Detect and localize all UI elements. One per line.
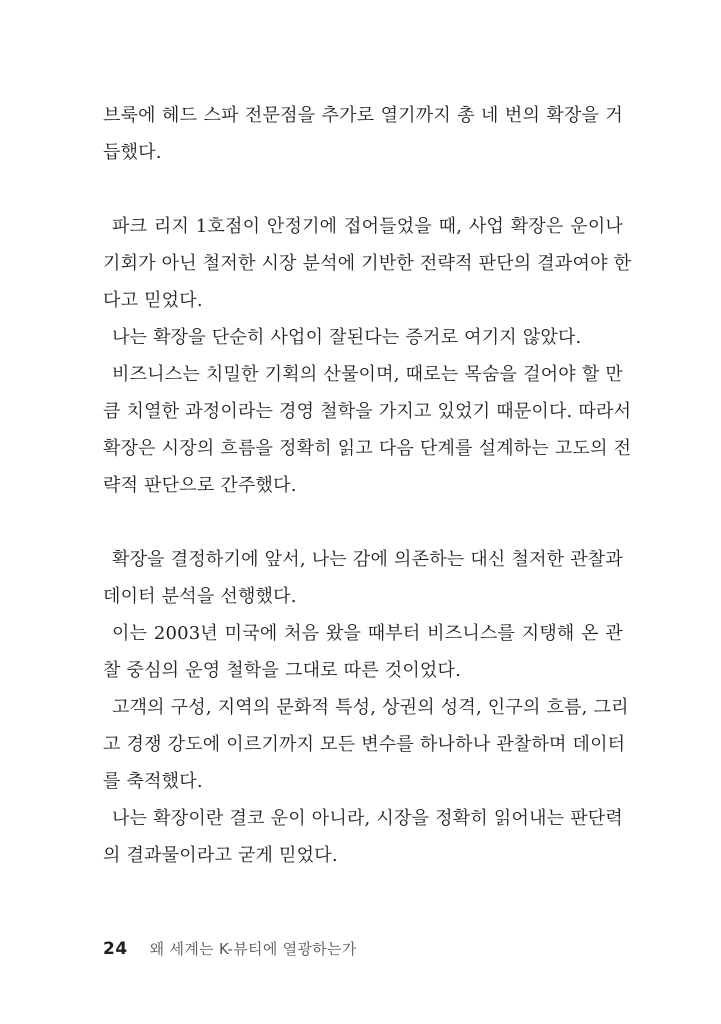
text-line: 큼 치열한 과정이라는 경영 철학을 가지고 있었기 때문이다. 따라서	[103, 401, 632, 422]
text-line: 비즈니스는 치밀한 기획의 산물이며, 때로는 목숨을 걸어야 할 만	[112, 364, 623, 385]
text-line: 찰 중심의 운영 철학을 그대로 따른 것이었다.	[103, 660, 462, 681]
paragraph	[103, 208, 632, 319]
text-line: 파크 리지 1호점이 안정기에 접어들었을 때, 사업 확장은 운이나	[112, 216, 623, 237]
page-number: 24	[103, 939, 128, 959]
running-title: 왜 세계는 K-뷰티에 열광하는가	[149, 940, 357, 958]
paragraph	[103, 319, 623, 356]
paragraph	[103, 689, 629, 800]
text-line: 확장은 시장의 흐름을 정확히 읽고 다음 단계를 설계하는 고도의 전	[103, 438, 632, 459]
paragraph	[103, 97, 623, 171]
text-line: 듭했다.	[103, 142, 162, 163]
text-line: 이는 2003년 미국에 처음 왔을 때부터 비즈니스를 지탱해 온 관	[112, 623, 623, 644]
text-line: 의 결과물이라고 굳게 믿었다.	[103, 845, 338, 866]
text-line: 략적 판단으로 간주했다.	[103, 475, 297, 496]
text-line: 를 축적했다.	[103, 771, 203, 792]
text-line: 기회가 아닌 철저한 시장 분석에 기반한 전략적 판단의 결과여야 한	[103, 253, 632, 274]
text-line: 브룩에 헤드 스파 전문점을 추가로 열기까지 총 네 번의 확장을 거	[103, 105, 623, 126]
page-footer	[103, 938, 357, 959]
text-line: 나는 확장을 단순히 사업이 잘된다는 증거로 여기지 않았다.	[112, 327, 582, 348]
text-line: 데이터 분석을 선행했다.	[103, 586, 297, 607]
paragraph	[103, 356, 632, 504]
paragraph	[103, 615, 623, 689]
text-line: 나는 확장이란 결코 운이 아니라, 시장을 정확히 읽어내는 판단력	[112, 808, 623, 829]
paragraph	[103, 800, 623, 874]
text-line: 고 경쟁 강도에 이르기까지 모든 변수를 하나하나 관찰하며 데이터	[103, 734, 626, 755]
body-text	[103, 97, 632, 874]
paragraph	[103, 541, 623, 615]
text-line: 확장을 결정하기에 앞서, 나는 감에 의존하는 대신 철저한 관찰과	[112, 549, 623, 570]
text-line: 고객의 구성, 지역의 문화적 특성, 상권의 성격, 인구의 흐름, 그리	[112, 697, 629, 718]
text-line: 다고 믿었다.	[103, 290, 203, 311]
